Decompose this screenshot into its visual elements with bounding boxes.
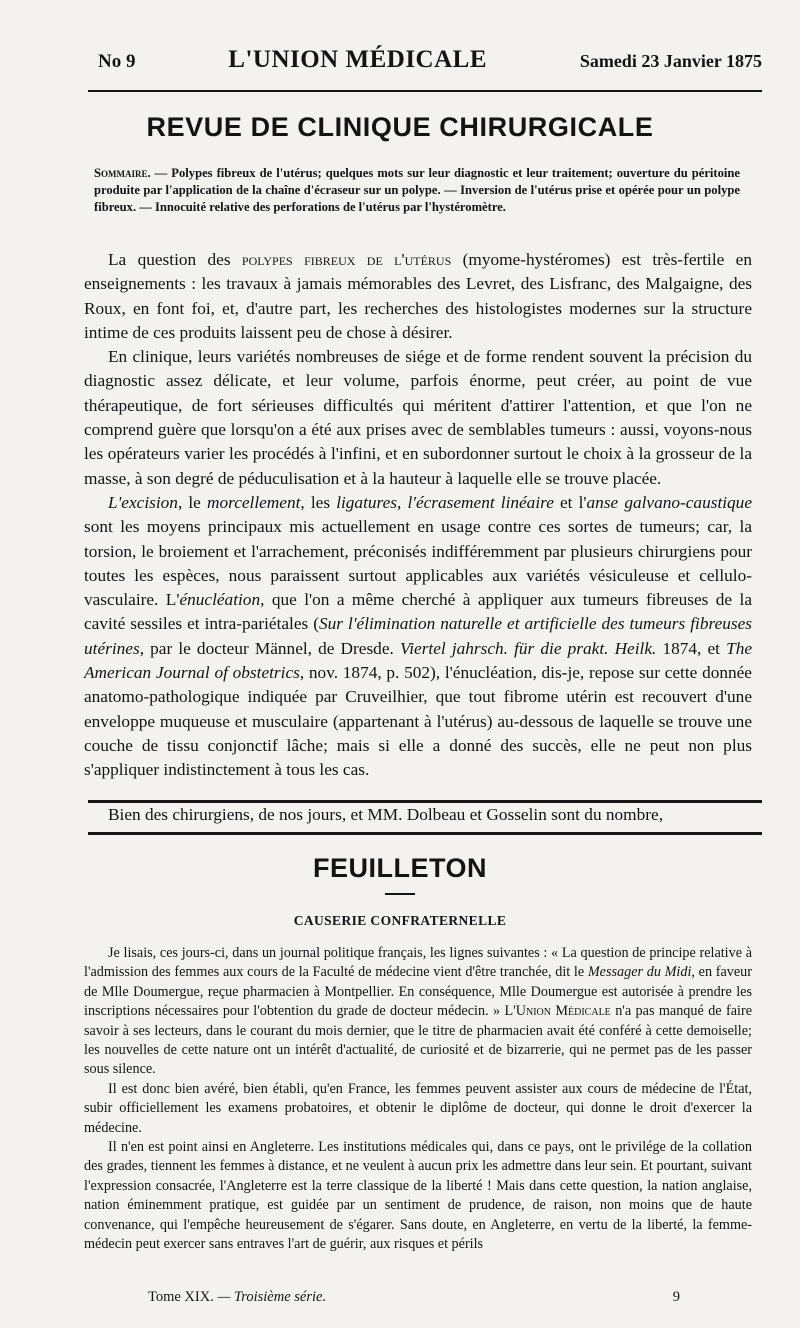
feuilleton-subtitle: CAUSERIE CONFRATERNELLE: [293, 913, 507, 928]
text-run: , les: [300, 492, 337, 512]
text-run: , par le docteur Männel, de Dresde.: [139, 638, 400, 658]
feuilleton-paragraph: Il est donc bien avéré, bien établi, qu'en France, les femmes peuvent assister aux cours de médecine de l'État, subir officiellement les examens probatoires, et obtenir le diplôme de docteur, qui donne le droit d'exercer la médecine.: [84, 1080, 752, 1136]
reference-title: Sur l'élimination naturelle et artificielle des tumeurs fibreuses utérines: [84, 614, 753, 658]
article-paragraph: En clinique, leurs variétés nombreuses de siége et de forme rendent souvent la précision du diagnostic assez délicate, et leur volume, parfois énorme, peut créer, au point de vue thérapeutique, de fort sérieuses difficultés qui méritent d'attirer l'attention, et que l'on ne comprend guère que lorsqu'on a été aux prises avec de semblables tumeurs : aussi, voyons-nous les opérateurs varier les procédés à l'infini, et en subordonner surtout le choix à la grosseur de la masse, à son degré de péduculisation et à la hauteur à laquelle elle se trouve placée.: [84, 347, 752, 488]
issue-date: Samedi 23 Janvier 1875: [579, 51, 762, 71]
feuilleton-divider: [88, 832, 762, 835]
journal-name: L'Union Médicale: [504, 1003, 611, 1020]
sommaire-label: Sommaire.: [94, 166, 151, 180]
text-run: et l': [553, 492, 587, 512]
term-enucleation: énucléation: [179, 590, 261, 610]
text-run: , le: [177, 492, 207, 512]
term-ligatures: ligatures: [336, 492, 397, 512]
sommaire-text: — Polypes fibreux de l'utérus; quelques mots sur leur diagnostic et leur traitement; ouverture du péritoine produite par l'application de la chaîne d'écraseur sur un polype. — Inversion de l'utérus prise et opérée pour un polype fibreux. — Innocuité relative des perforations de l'utérus par l'hystéromètre.: [94, 166, 740, 214]
issue-number: No 9: [98, 51, 136, 72]
header-rule: [88, 90, 762, 92]
text-run: 1874, et: [656, 638, 727, 658]
text-run: La question des: [108, 250, 242, 269]
feuilleton-paragraph: Il n'en est point ainsi en Angleterre. Les institutions médicales qui, dans ce pays, ont le privilége de la collation des grades, tiennent les femmes à distance, et ne veulent à aucun prix les admettre dans leur sein. Et pourtant, suivant l'expression consacrée, l'Angleterre est la terre classique de la liberté ! Mais dans cette question, la nation anglaise, nation éminemment pratique, est guidée par un sentiment de prudence, de raison, non moins que de haute convenance, qui l'empêche heureusement de s'égarer. Sans doute, en Angleterre, en vertu de la liberté, la femme-médecin peut exercer sans entraves l'art de guérir, aux risques et périls: [84, 1139, 752, 1253]
term-ecrasement: l'écrasement linéaire: [407, 492, 554, 512]
section-title-feuilleton: FEUILLETON: [312, 853, 487, 883]
article-continuation: [84, 803, 752, 827]
article-paragraph: Bien des chirurgiens, de nos jours, et MM. Dolbeau et Gosselin sont du nombre,: [108, 805, 664, 824]
text-run: , en faveur de Mlle Doumergue, reçue pharmacien à Montpellier. En conséquence, Mlle Doumergue est autorisée à prendre les inscriptions nécessaires pour l'obtention du grade de docteur médecin. »: [84, 964, 752, 1020]
reference-title: Viertel jahrsch. für die prakt. Heilk.: [399, 638, 657, 658]
footer-page-number: 9: [672, 1289, 680, 1305]
term-morcellement: morcellement: [206, 492, 301, 512]
term-anse-galvano: anse galvano-caustique: [586, 492, 752, 512]
text-run: , nov. 1874, p. 502), l'énucléation, dis-je, repose sur cette donnée anatomo-pathologique indiquée par Cruveilhier, que tout fibrome utérin est recouvert d'une enveloppe muqueuse et musculaire (appartenant à l'utérus) au-dessous de laquelle se trouve une couche de tissu conjonctif lâche; mais si elle a donné des succès, elle ne peut non plus s'appliquer indistinctement à tous les cas.: [84, 663, 752, 780]
footer-volume-info: [148, 1289, 326, 1306]
footer-volume: Tome XIX.: [148, 1289, 214, 1305]
reference-title: The American Journal of obstetrics: [84, 638, 752, 683]
article-body: [84, 248, 752, 783]
footer-series: — Troisième série.: [213, 1289, 327, 1305]
section-title-revue: REVUE DE CLINIQUE CHIRURGICALE: [146, 112, 654, 142]
feuilleton-title-rule: [385, 893, 415, 895]
page-footer: [148, 1289, 680, 1306]
text-run: n'a pas manqué de faire savoir à ses lecteurs, dans le courant du mois dernier, que le titre de pharmacien avait été conféré à cette demoiselle; les nouvelles de cette nature ont un intérêt d'actualité, de curiosité et de bizarrerie, qui ne permet pas de les passer sous silence.: [84, 1003, 752, 1078]
term-polypes-fibreux: polypes fibreux de l'utérus: [241, 250, 452, 269]
sommaire-summary: [94, 165, 740, 216]
feuilleton-body: [84, 944, 752, 1255]
article-paragraph: [84, 491, 752, 783]
text-run: sont les moyens principaux mis actuellement en usage contre ces sortes de tumeurs; car, la torsion, le broiement et l'arrachement, préconisés indifféremment par plusieurs chirurgiens pour toutes les espèces, nous paraissent surtout applicables aux variétés vésiculeuse et cellulo-vasculaire. L': [84, 517, 752, 610]
newspaper-name: Messager du Midi: [587, 964, 692, 981]
text-run: Je lisais, ces jours-ci, dans un journal politique français, les lignes suivantes : « La question de principe relative à l'admission des femmes aux cours de la Faculté de médecine vient d'être tranchée, dit le: [84, 945, 752, 981]
article-paragraph: [84, 248, 752, 345]
text-run: , que l'on a même cherché à appliquer aux tumeurs fibreuses de la cavité sessiles et intra-pariétales (: [84, 590, 752, 634]
journal-title: L'UNION MÉDICALE: [228, 46, 488, 73]
text-run: ,: [397, 492, 408, 512]
page-header: [98, 46, 762, 82]
text-run: (myome-hystéromes) est très-fertile en enseignements : les travaux à jamais mémorables des Levret, des Lisfranc, des Malgaigne, des Roux, en font foi, et, d'autre part, les recherches des histologistes modernes sur la structure intime de ces produits laissent peu de chose à désirer.: [84, 250, 752, 342]
feuilleton-paragraph: [84, 944, 752, 1080]
term-excision: L'excision: [108, 492, 178, 512]
